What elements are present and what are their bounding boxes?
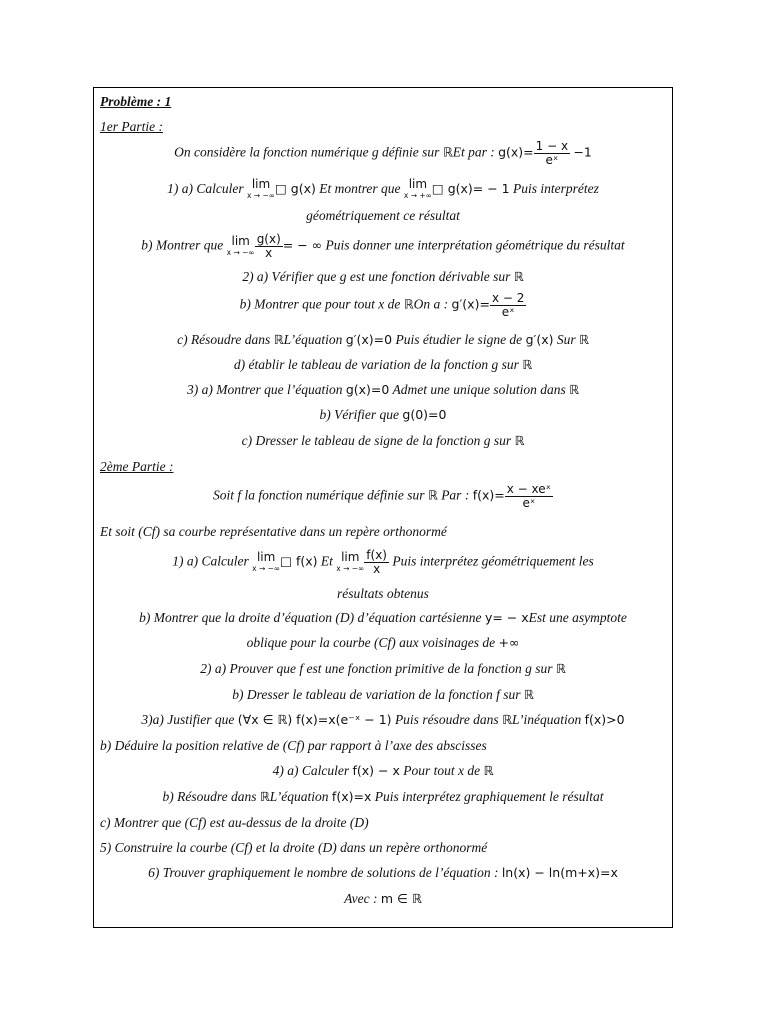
- part2-heading-line: [96, 458, 674, 476]
- part1-q1b: b) Montrer que lim x → −∞ $\frac{g(x)}{x}$ = − ∞ Puis donner une interprétation géométrique du résultat: [141, 232, 625, 260]
- part2-q3b: b) Déduire la position relative de (Cf) par rapport à l’axe des abscisses: [100, 738, 487, 753]
- part1-q2d: d) établir le tableau de variation de la fonction g sur ℝ: [233, 357, 533, 372]
- limit-f-minus-inf: lim x → −∞: [252, 549, 281, 573]
- part1-heading: 1er Partie :: [100, 119, 163, 134]
- part1-q1a: 1) a) Calculer lim x → −∞ □ g(x) Et montrer que lim x → +∞ □ g(x)= − 1 Puis interprétez: [167, 177, 599, 200]
- part2-q6-cond: Avec : m ∈ ℝ: [344, 891, 422, 906]
- part1-q3b: b) Vérifier que g(0)=0: [319, 407, 447, 422]
- part2-q6: 6) Trouver graphiquement le nombre de solutions de l’équation : ln(x) − ln(m+x)=x: [148, 865, 618, 880]
- part2-q1b: b) Montrer que la droite d’équation (D) d’équation cartésienne y= − xEst une asymptote: [139, 610, 627, 625]
- f-definition-fraction: $\frac{\text{x − xeˣ}}{\text{eˣ}}$: [506, 482, 551, 510]
- g-definition-lhs: g(x)=: [498, 144, 534, 160]
- part1-q1a-cont: géométriquement ce résultat: [306, 208, 460, 223]
- part1-heading-line: [96, 118, 674, 136]
- part1-q2c: c) Résoudre dans ℝL’équation g′(x)=0 Puis étudier le signe de g′(x) Sur ℝ: [177, 332, 589, 347]
- part1-q2b: b) Montrer que pour tout x de ℝOn a : g′(x)= $\frac{x - 2}{\text{eˣ}}$: [239, 291, 525, 319]
- part2-q4a: 4) a) Calculer f(x) − x Pour tout x de ℝ: [272, 763, 494, 778]
- part2-q1b-cont: oblique pour la courbe (Cf) aux voisinages de +∞: [246, 635, 520, 650]
- limit-g-plus-inf: lim x → +∞: [403, 177, 432, 200]
- limit-fx-over-x: lim x → −∞: [336, 549, 365, 573]
- part1-intro: On considère la fonction numérique g définie sur ℝEt par : g(x)= $\frac{1 - x}{\text{eˣ}}$ −1: [174, 139, 592, 167]
- part2-intro: Soit f la fonction numérique définie sur ℝ Par : f(x)= $\frac{\text{x − xeˣ}}{\text{eˣ}}$: [213, 482, 551, 510]
- part2-curve-text: Et soit (Cf) sa courbe représentative dans un repère orthonormé: [100, 524, 447, 539]
- part1-q2a: 2) a) Vérifier que g est une fonction dérivable sur ℝ: [242, 269, 524, 284]
- part2-q2b: b) Dresser le tableau de variation de la fonction f sur ℝ: [232, 687, 534, 702]
- g-prime-fraction: $\frac{x - 2}{\text{eˣ}}$: [491, 291, 525, 319]
- f-definition-lhs: f(x)=: [472, 487, 505, 503]
- part2-q4b: b) Résoudre dans ℝL’équation f(x)=x Puis interprétez graphiquement le résultat: [162, 789, 604, 804]
- limit-gx-over-x: lim x → −∞: [226, 233, 255, 257]
- part2-q3a: 3)a) Justifier que (∀x ∈ ℝ) f(x)=x(e⁻ˣ − 1) Puis résoudre dans ℝL’inéquation f(x)>0: [141, 712, 625, 727]
- problem-title: Problème : 1: [100, 94, 172, 109]
- part2-q1a-cont: résultats obtenus: [337, 586, 429, 601]
- g-definition-fraction: $\frac{1 - x}{\text{eˣ}}$: [535, 139, 569, 167]
- part2-heading: 2ème Partie :: [100, 459, 174, 474]
- part2-q1a: 1) a) Calculer lim x → −∞ □ f(x) Et lim x → −∞ $\frac{f(x)}{x}$ Puis interprétez géométriquement les: [172, 548, 594, 576]
- part1-q3c: c) Dresser le tableau de signe de la fonction g sur ℝ: [241, 433, 525, 448]
- problem-title-line: [96, 93, 674, 111]
- limit-g-minus-inf: lim x → −∞: [246, 177, 276, 200]
- part2-q4c: c) Montrer que (Cf) est au-dessus de la droite (D): [100, 815, 369, 830]
- part2-q2a: 2) a) Prouver que f est une fonction primitive de la fonction g sur ℝ: [200, 661, 566, 676]
- part2-q5: 5) Construire la courbe (Cf) et la droite (D) dans un repère orthonormé: [100, 840, 488, 855]
- part1-q3a: 3) a) Montrer que l’équation g(x)=0 Admet une unique solution dans ℝ: [186, 382, 579, 397]
